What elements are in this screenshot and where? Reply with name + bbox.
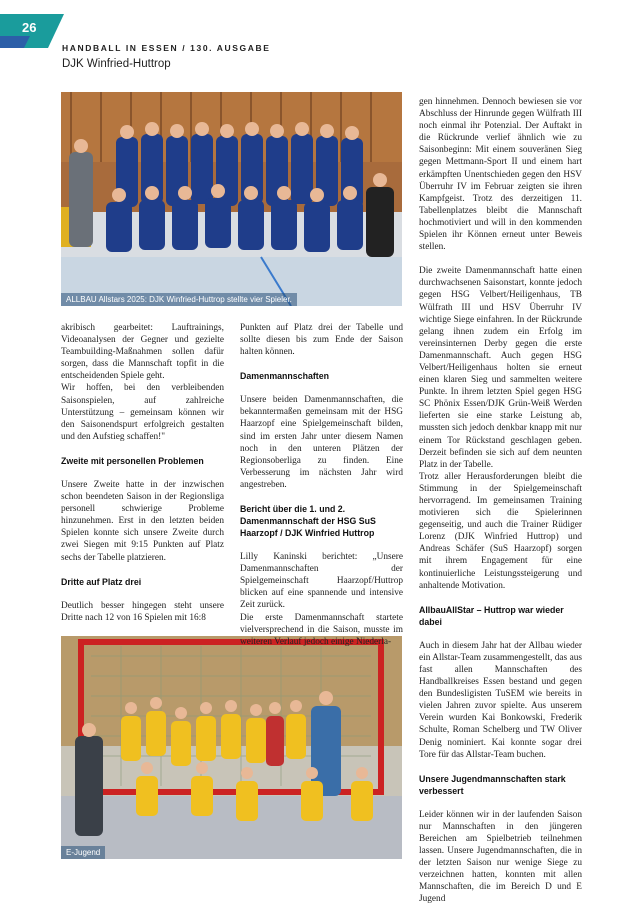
paragraph: Deutlich besser hingegen steht unsere Dritte nach 12 von 16 Spielen mit 16:8 (61, 600, 224, 623)
subheading: Damenmannschaften (240, 371, 329, 382)
section-title: DJK Winfried-Huttrop (62, 58, 171, 70)
article-column-middle (240, 322, 403, 660)
publication-title: HANDBALL IN ESSEN / 130. AUSGABE (62, 43, 271, 53)
subheading: Zweite mit personellen Problemen (61, 455, 204, 466)
subheading: Bericht über die 1. und 2. Damenmannschaft der HSG SuS Haarzopf / DJK Winfried Huttrop (240, 504, 376, 539)
paragraph: Auch in diesem Jahr hat der Allbau wieder ein Allstar-Team zusammengestellt, das aus fast allen Mannschaften des Handballkreises Essen bestand und gegen den Bundesligisten TuSEM wie bereits in vielen Jahren zuvor spielte. Aus unserem Verein wurden Kai Bonkowski, Frederik Schulte, Roman Schelberg und TW Oliver Denig nominiert. Kai konnte sogar drei Tore für das Allstar-Team buchen. (419, 640, 582, 760)
page-number: 26 (22, 20, 37, 35)
photo-caption: ALLBAU Allstars 2025: DJK Winfried-Huttrop stellte vier Spieler. (61, 293, 297, 306)
team-photo-allstars (61, 92, 402, 306)
paragraph: Punkten auf Platz drei der Tabelle und sollte diesen bis zum Ende der Saison halten können. (240, 323, 403, 358)
photo-caption: E-Jugend (61, 846, 105, 859)
subheading: Unsere Jugendmannschaften stark verbessert (419, 773, 566, 796)
paragraph: Trotz aller Herausforderungen bleibt die Stimmung in der Spielgemeinschaft hervorragend. Im gemeinsamen Training motivieren sich die Spielerinnen gegenseitig, und auch die Trainer Rüdiger Lorenz (DJK Winfried Huttrop) und Andreas Schäfer (SuS Haarzopf) sorgen mit ihrem Engagement für eine kontinuierliche Leistungssteigerung und anhaltende Motivation. (419, 471, 582, 591)
paragraph: akribisch gearbeitet: Lauftrainings, Videoanalysen der Gegner und gezielte Teambuilding-Maßnahmen sollen dafür sorgen, dass die Mannschaft topfit in die entscheidenden Spiele geht. (61, 323, 224, 382)
subheading: AllbauAllStar – Huttrop war wieder dabei (419, 604, 564, 627)
article-column-right (419, 96, 582, 917)
paragraph: Unsere beiden Damenmannschaften, die bekanntermaßen gemeinsam mit der HSG Haarzopf eine Spielgemeinschaft bilden, sind im ersten Jahr unter diesem Namen noch in den unteren Plätzen der Regionsoberliga zu finden. Eine Verbesserung im nächsten Jahr wird angestreben. (240, 395, 403, 490)
paragraph: Wir hoffen, bei den verbleibenden Saisonspielen, auf zahlreiche Unterstützung – gemeinsam können wir den Saisonendspurt erfolgreich gestalten und den Aufstieg schaffen!" (61, 383, 224, 442)
paragraph: Unsere Zweite hatte in der inzwischen schon beendeten Saison in der Regionsliga personell schwierige Probleme hinzunehmen. Erst in den letzten beiden Spielen konnte sich unsere Zweite durch zwei Siegen mit 9:15 Punkten auf Platz sechs der Tabelle platzieren. (61, 479, 224, 563)
paragraph: Leider können wir in der laufenden Saison nur Mannschaften in den jüngeren Bereichen am Spielbetrieb teilnehmen lassen. Unsere Jugendmannschaften, die in der letzten Saison nur wenige Siege zu verzeichnen hatten, konnten mit allen Mannschaften, die im Bereich D und E Jugend (419, 809, 582, 905)
team-photo-e-jugend (61, 636, 402, 859)
paragraph: gen hinnehmen. Dennoch bewiesen sie vor Abschluss der Hinrunde gegen Wülfrath III noch einmal ihr Potenzial. Der Auftakt in die Rückrunde verlief ähnlich wie zu Saisonbeginn: Mit einem souveränen Sieg gegen Mettmann-Sport II und einem hart erkämpften Unentschieden gegen den HSV Überruhr IV im Februar zeigten sie ihren Kampfgeist. Trotz des derzeitigen 11. Tabellenplatzes bleibt die Mannschaft hochmotiviert und will in den kommenden Spielen ihr Können erneut unter Beweis stellen. (419, 97, 582, 253)
article-column-left (61, 322, 224, 636)
paragraph: Lilly Kaninski berichtet: „Unsere Damenmannschaften der Spielgemeinschaft Haarzopf/Huttrop blicken auf eine spannende und intensive Zeit zurück. (240, 552, 403, 611)
subheading: Dritte auf Platz drei (61, 576, 142, 587)
paragraph: Die erste Damenmannschaft startete vielversprechend in die Saison, musste im weiteren Verlauf jedoch einige Niederla- (240, 612, 403, 647)
paragraph: Die zweite Damenmannschaft hatte einen durchwachsenen Saisonstart, konnte jedoch gegen HSG Velbert/Heiligenhaus, TB Wülfrath III und HSV Überruhr IV wichtige Siege einfahren. In der Rückrunde gelang ihnen zudem ein Erfolg im vereinsinternen Derby gegen die erste Damenmannschaft. Auch gegen HSG Velbert/Heiligenhaus holten sie erneut einen klaren Sieg und sammelten weitere Punkte. In ihrem letzten Spiel gegen HSG SC Phönix Essen/DJK Grün-Weiß Werden lieferten sie eine starke Leistung ab, mussten sich jedoch denkbar knapp mit nur einem Tor Rückstand geschlagen geben. Derzeit befinden sie sich auf dem neunten Platz in der Tabelle. (419, 266, 582, 470)
